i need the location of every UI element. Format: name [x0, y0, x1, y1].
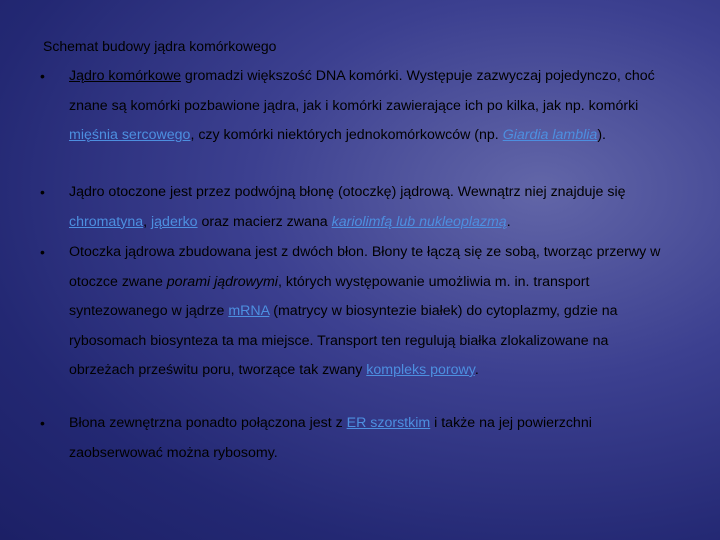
- bullet-text-3: [69, 238, 674, 386]
- link-giardia-lamblia[interactable]: Giardia lamblia: [502, 127, 598, 143]
- term-porami-jadrowymi: porami jądrowymi: [166, 273, 278, 290]
- text-run: , których występowanie umożliwia m. in. transport syntezowanego w jądrze: [69, 273, 590, 319]
- link-kariolimfa-nukleoplazma[interactable]: kariolimfą lub nukleoplazmą: [331, 213, 507, 230]
- text-run: , czy komórki niektórych jednokomórkowców (np.: [190, 127, 503, 143]
- text-run: .: [474, 362, 479, 378]
- text-run: Jądro otoczone jest przez podwójną błonę (otoczkę) jądrową. Wewnątrz niej znajduje się: [69, 184, 626, 200]
- link-chromatyna[interactable]: chromatyna: [69, 213, 144, 230]
- bullet-marker: •: [40, 68, 45, 84]
- slide-title: Schemat budowy jądra komórkowego: [43, 38, 277, 54]
- bullet-text-2: [69, 178, 674, 237]
- bullet-text-4: [69, 409, 674, 468]
- bullet-marker: •: [40, 415, 45, 431]
- term-jadro-komorkowe: Jądro komórkowe: [69, 68, 181, 84]
- link-kompleks-porowy[interactable]: kompleks porowy: [366, 362, 475, 378]
- bullet-marker: •: [40, 244, 45, 260]
- text-run: i także na jej powierzchni zaobserwować można rybosomy.: [69, 415, 592, 461]
- text-run: (matrycy w biosyntezie białek) do cytoplazmy, gdzie na rybosomach biosynteza ta ma miejsce. Transport ten regulują białka zlokalizowane na obrzeżach prześwitu poru, tworzące tak zwany: [69, 303, 618, 378]
- text-run: oraz macierz zwana: [197, 213, 332, 230]
- text-run: Otoczka jądrowa zbudowana jest z dwóch błon. Błony te łączą się ze sobą, tworząc przerwy w otoczce zwane: [69, 244, 661, 290]
- text-run: .: [506, 213, 511, 230]
- link-mrna[interactable]: mRNA: [228, 303, 270, 319]
- link-jaderko[interactable]: jąderko: [151, 213, 198, 230]
- link-er-szorstkim[interactable]: ER szorstkim: [346, 415, 431, 431]
- text-run: Błona zewnętrzna ponadto połączona jest z: [69, 415, 347, 431]
- bullet-text-1: [69, 62, 674, 151]
- text-run: ,: [143, 213, 152, 230]
- text-run: gromadzi większość DNA komórki. Występuje zazwyczaj pojedynczo, choć znane są komórki pozbawione jądra, jak i komórki zawierające ich po kilka, jak np. komórki: [69, 68, 655, 114]
- bullet-marker: •: [40, 184, 45, 200]
- link-miesnia-sercowego[interactable]: mięśnia sercowego: [69, 127, 191, 143]
- text-run: ).: [597, 127, 606, 143]
